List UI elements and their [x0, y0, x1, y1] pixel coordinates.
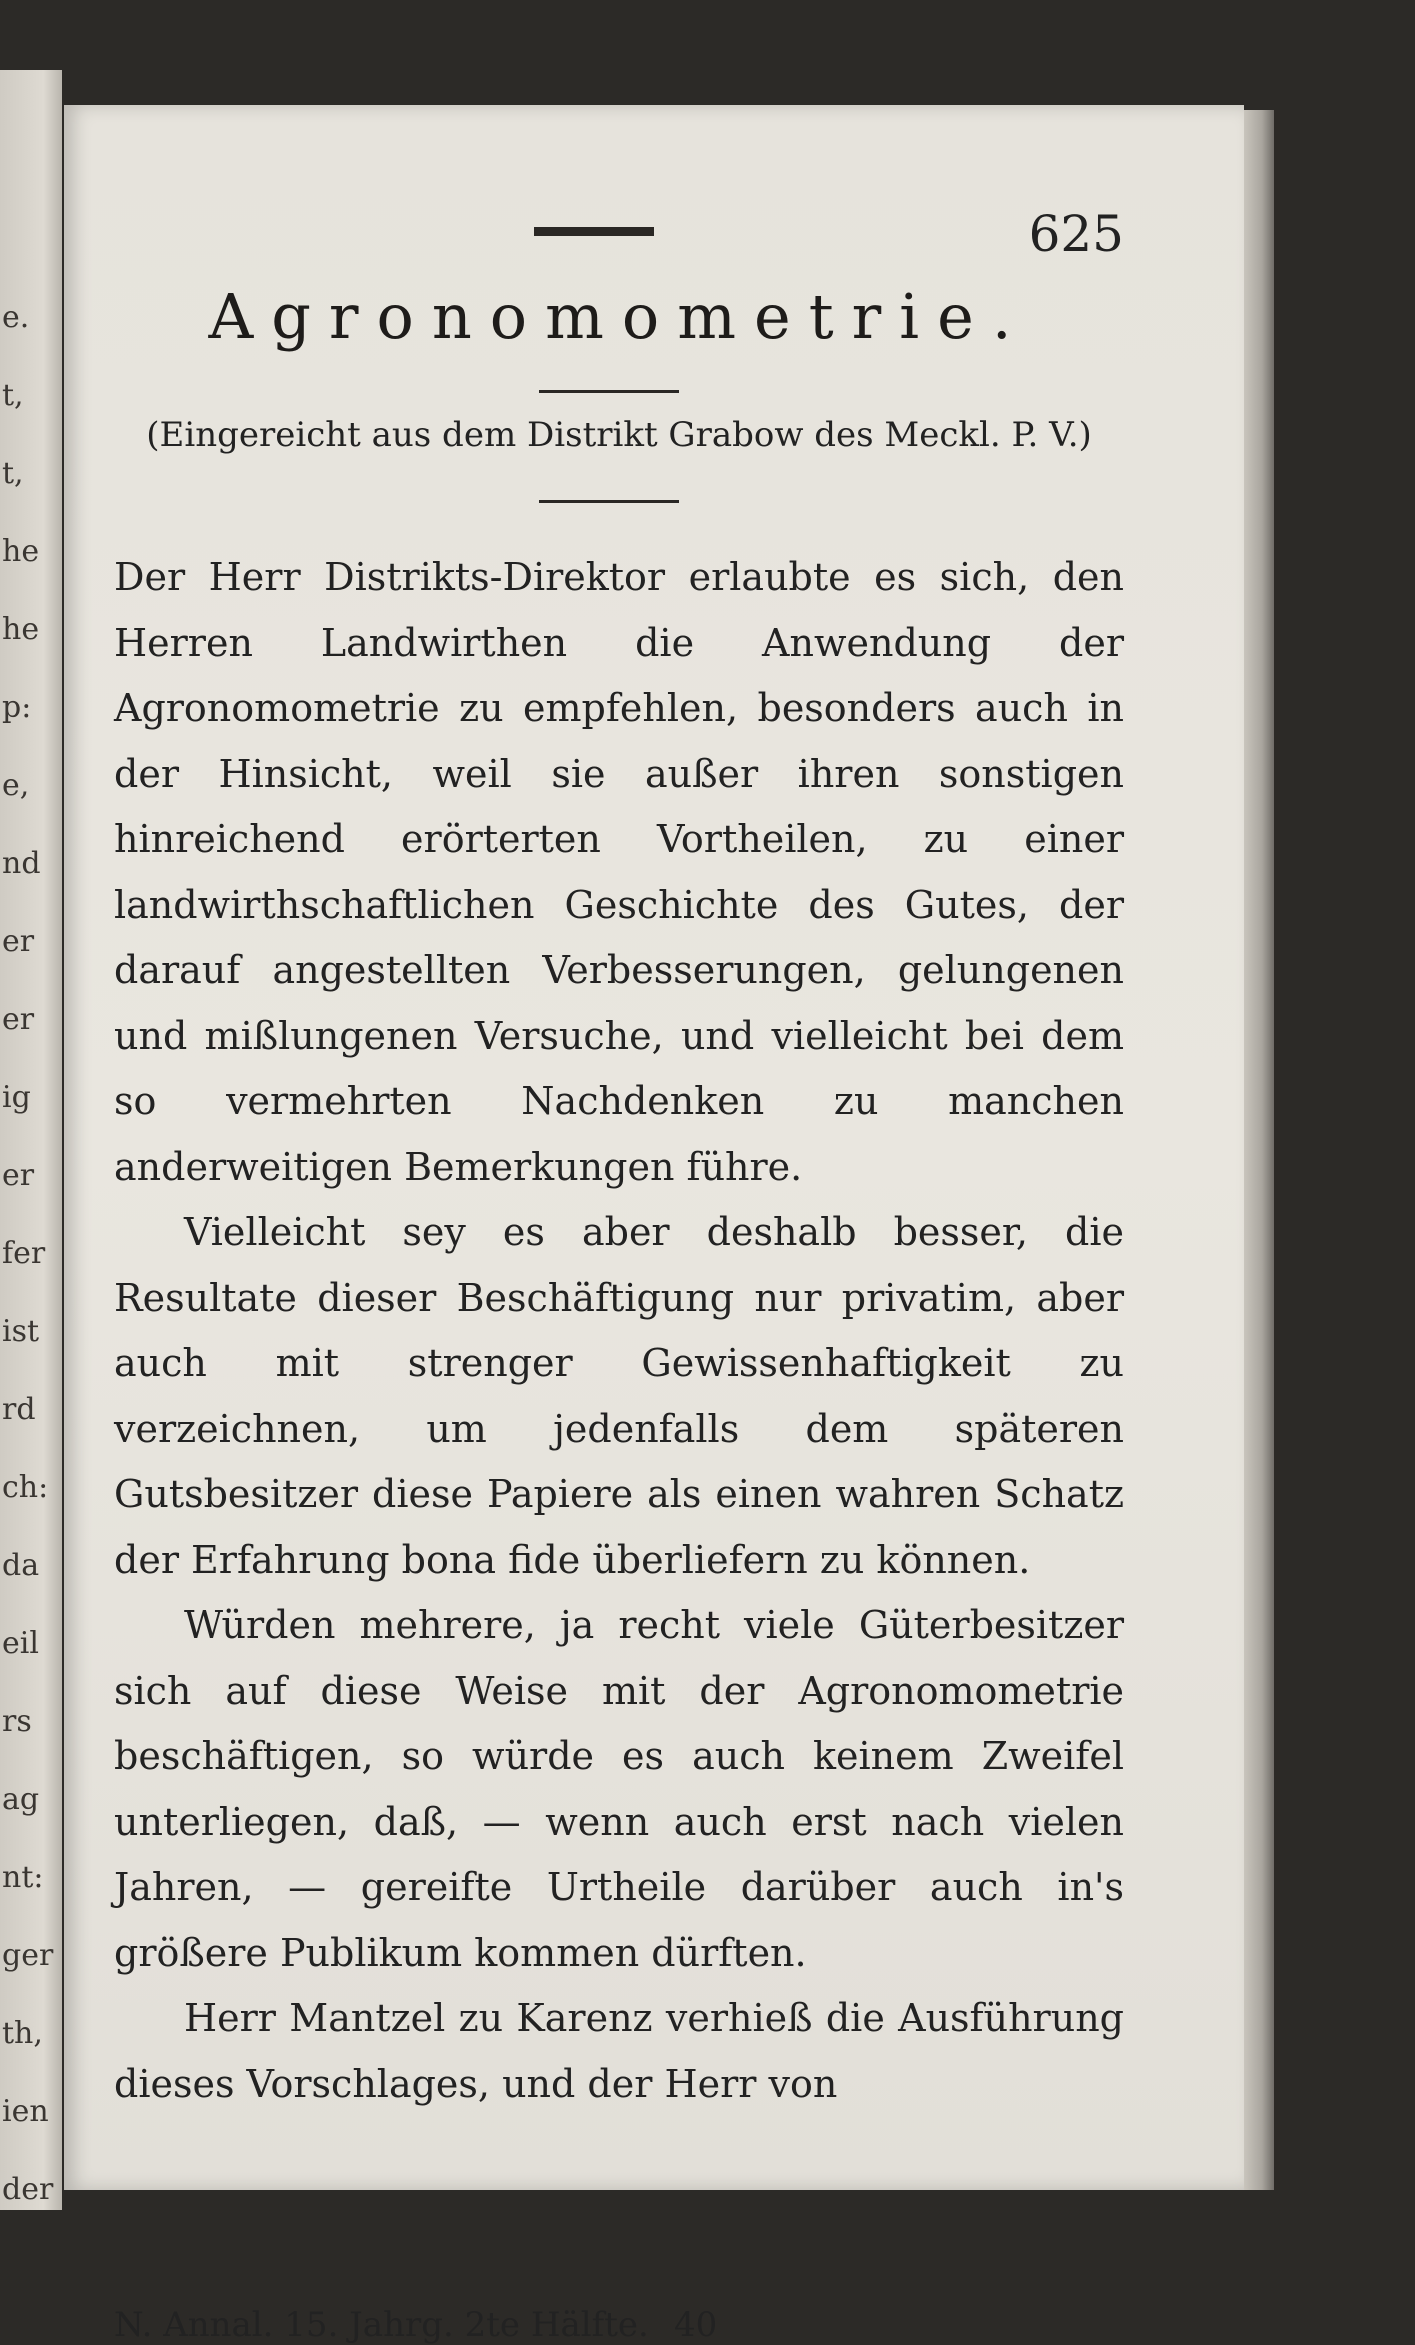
left-page-fragment: he: [2, 612, 40, 647]
page-number: 625: [1028, 205, 1124, 263]
left-page-fragment: nt:: [2, 1860, 44, 1895]
page-footer: [114, 2305, 1124, 2345]
left-page-fragment: rs: [2, 1704, 32, 1739]
page-title: Agronomometrie.: [208, 280, 1030, 353]
left-page-fragment: eil: [2, 1626, 39, 1661]
left-page-fragment: der: [2, 2172, 54, 2207]
left-page-fragment: ger: [2, 1938, 54, 1973]
footer-signature-line: N. Annal. 15. Jahrg. 2te Hälfte.: [114, 2305, 649, 2345]
title-rule: [539, 390, 679, 393]
left-page-fragment: t,: [2, 456, 24, 491]
left-page-fragment: ist: [2, 1314, 40, 1349]
left-page-fragment: e,: [2, 768, 30, 803]
left-page-fragment: th,: [2, 2016, 43, 2051]
paragraph-3: Würden mehrere, ja recht viele Güterbesitzer sich auf diese Weise mit der Agronomometrie beschäftigen, so würde es auch keinem Zweifel unterliegen, daß, — wenn auch erst nach vielen Jahren, — gereifte Urtheile darüber auch in's größere Publikum kommen dürften.: [114, 1603, 1124, 1975]
subtitle-rule: [539, 500, 679, 503]
left-page-fragment: rd: [2, 1392, 36, 1427]
left-page-fragment: he: [2, 534, 40, 569]
left-page-fragment: ch:: [2, 1470, 49, 1505]
paragraph-2: Vielleicht sey es aber deshalb besser, die Resultate dieser Beschäftigung nur privatim, aber auch mit strenger Gewissenhaftigkeit zu verzeichnen, um jedenfalls dem späteren Gutsbesitzer diese Papiere als einen wahren Schatz der Erfahrung bona fide überliefern zu können.: [114, 1210, 1124, 1582]
header-ornament-rule: [534, 227, 654, 236]
left-page-fragment: er: [2, 924, 35, 959]
subtitle: (Eingereicht aus dem Distrikt Grabow des Meckl. P. V.): [146, 415, 1092, 455]
left-page-fragment: nd: [2, 846, 41, 881]
page-edge-shadow: [1244, 110, 1274, 2190]
paragraph-4: Herr Mantzel zu Karenz verhieß die Ausführung dieses Vorschlages, und der Herr von: [114, 1996, 1124, 2106]
left-page-fragment: ig: [2, 1080, 31, 1115]
printer-signature: 40: [674, 2305, 718, 2345]
left-page-fragment: ag: [2, 1782, 40, 1817]
left-page-fragment: er: [2, 1002, 35, 1037]
left-page-fragment: t,: [2, 378, 24, 413]
left-page-fragment: e.: [2, 300, 30, 335]
left-page-fragment: p:: [2, 690, 32, 725]
left-page-fragment: da: [2, 1548, 40, 1583]
body-text: [114, 545, 1124, 2117]
left-page-fragment: er: [2, 1158, 35, 1193]
left-page-fragment: ien: [2, 2094, 49, 2129]
left-page-edge: [0, 70, 62, 2210]
left-page-fragment: fer: [2, 1236, 46, 1271]
book-page: [64, 105, 1244, 2345]
paragraph-1: Der Herr Distrikts-Direktor erlaubte es sich, den Herren Landwirthen die Anwendung der Agronomometrie zu empfehlen, besonders auch in der Hinsicht, weil sie außer ihren sonstigen hinreichend erörterten Vortheilen, zu einer landwirthschaftlichen Geschichte des Gutes, der darauf angestellten Verbesserungen, gelungenen und mißlungenen Versuche, und vielleicht bei dem so vermehrten Nachdenken zu manchen anderweitigen Bemerkungen führe.: [114, 555, 1124, 1189]
